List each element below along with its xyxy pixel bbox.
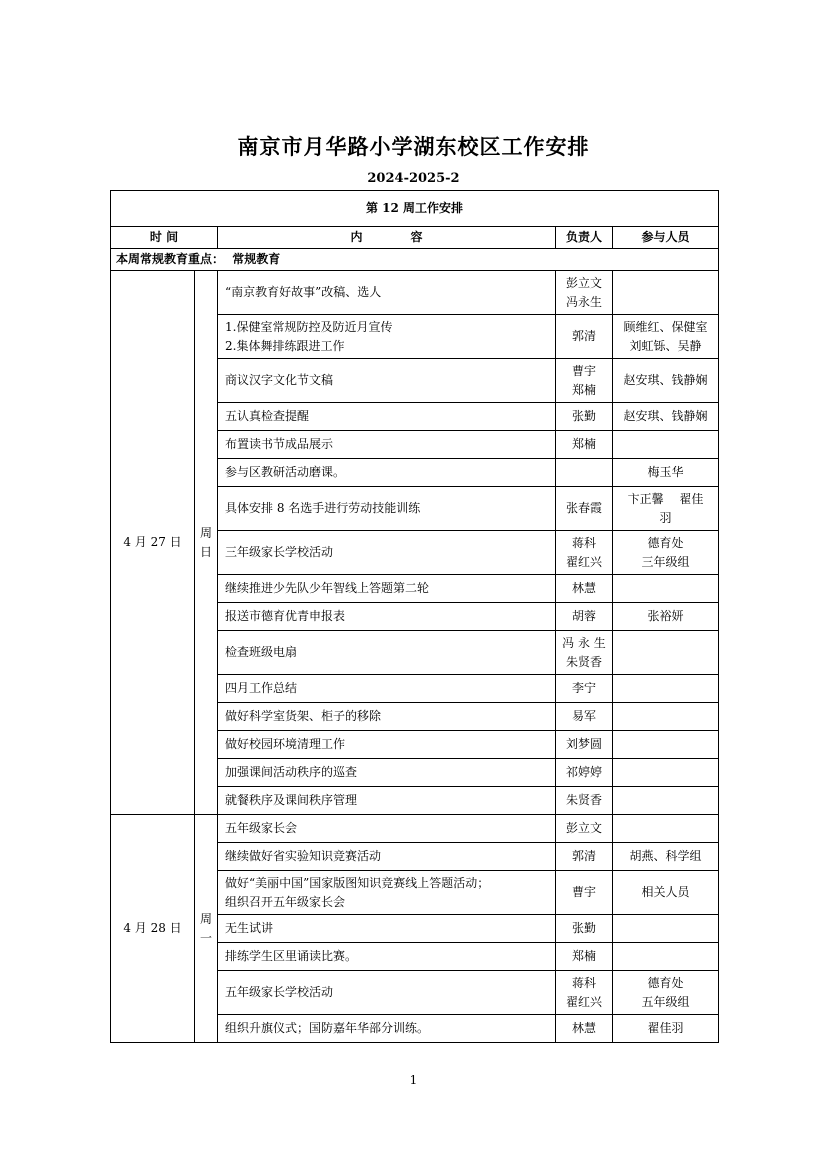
- day-date: 4 月 28 日: [111, 815, 195, 1043]
- cell-line: 做好校园环境清理工作: [225, 737, 346, 751]
- cell-line: 曹宇: [571, 885, 596, 899]
- cell-line: 周: [199, 911, 212, 926]
- cell-line: 翟佳羽: [647, 1021, 684, 1035]
- cell-line: 张春霞: [565, 501, 602, 515]
- task-owner: [556, 359, 613, 403]
- cell-line: 蒋科: [571, 535, 596, 550]
- task-content: [218, 631, 556, 675]
- cell-line: 做好“美丽中国”国家版图知识竞赛线上答题活动；: [225, 875, 490, 890]
- task-content: [218, 315, 556, 359]
- page-title: 南京市月华路小学湖东校区工作安排: [237, 134, 590, 159]
- task-owner: [556, 1015, 613, 1043]
- task-participants: [613, 1015, 719, 1043]
- task-participants: [613, 787, 719, 815]
- header-owner: 负责人: [556, 227, 613, 249]
- cell-line: 郑楠: [571, 437, 596, 451]
- task-owner: [556, 271, 613, 315]
- cell-line: 一: [199, 930, 212, 945]
- task-content: [218, 843, 556, 871]
- task-participants: [613, 531, 719, 575]
- task-content: [218, 603, 556, 631]
- page-number: 1: [409, 1073, 418, 1087]
- task-participants: [613, 915, 719, 943]
- cell-line: 郑楠: [571, 382, 596, 397]
- task-participants: [613, 603, 719, 631]
- cell-line: 翟红兴: [565, 994, 602, 1009]
- cell-line: 日: [199, 544, 212, 559]
- task-participants: [613, 487, 719, 531]
- task-owner: [556, 531, 613, 575]
- cell-line: 郑楠: [571, 949, 596, 963]
- task-participants: [613, 759, 719, 787]
- task-participants: [613, 403, 719, 431]
- cell-line: 梅玉华: [647, 465, 684, 479]
- cell-line: 检查班级电扇: [225, 645, 298, 659]
- cell-line: 相关人员: [641, 885, 690, 899]
- task-content: [218, 487, 556, 531]
- focus-label: 本周常规教育重点：: [116, 252, 225, 266]
- cell-line: 郭清: [571, 329, 596, 343]
- cell-line: 加强课间活动秩序的巡查: [225, 765, 358, 779]
- cell-line: 三年级组: [641, 554, 690, 569]
- task-owner: [556, 759, 613, 787]
- task-content: [218, 871, 556, 915]
- task-content: [218, 787, 556, 815]
- day-weekday: [195, 271, 218, 815]
- task-participants: [613, 703, 719, 731]
- cell-line: 李宁: [571, 681, 596, 695]
- focus-value: 常规教育: [232, 252, 281, 266]
- task-participants: [613, 943, 719, 971]
- cell-line: 林慧: [571, 1021, 596, 1035]
- task-content: [218, 675, 556, 703]
- task-owner: [556, 459, 613, 487]
- cell-line: 报送市德育优青申报表: [225, 609, 346, 623]
- cell-line: 曹宇: [571, 363, 596, 378]
- task-participants: [613, 731, 719, 759]
- task-content: [218, 403, 556, 431]
- cell-line: 三年级家长学校活动: [225, 545, 334, 559]
- task-content: [218, 731, 556, 759]
- cell-line: 翟红兴: [565, 554, 602, 569]
- cell-line: 商议汉字文化节文稿: [225, 373, 334, 387]
- schedule-table: [110, 190, 719, 1043]
- header-content: 内 容: [218, 227, 556, 249]
- cell-line: 五年级家长会: [225, 821, 298, 835]
- cell-line: 羽: [659, 510, 672, 525]
- cell-line: 卞正馨 翟佳: [627, 491, 704, 506]
- task-owner: [556, 403, 613, 431]
- focus-row: [111, 249, 719, 271]
- cell-line: 排练学生区里诵读比赛。: [225, 949, 358, 963]
- day-date: 4 月 27 日: [111, 271, 195, 815]
- task-participants: [613, 271, 719, 315]
- day-weekday: [195, 815, 218, 1043]
- task-owner: [556, 675, 613, 703]
- task-content: [218, 575, 556, 603]
- task-content: [218, 815, 556, 843]
- cell-line: 继续推进少先队少年智线上答题第二轮: [225, 581, 430, 595]
- cell-line: 彭立文: [565, 821, 602, 835]
- header-participants: 参与人员: [613, 227, 719, 249]
- cell-line: 祁婷婷: [565, 765, 602, 779]
- cell-line: 顾维红、保健室: [623, 319, 708, 334]
- cell-line: 胡蓉: [571, 609, 596, 623]
- task-owner: [556, 915, 613, 943]
- cell-line: 张裕妍: [647, 609, 684, 623]
- cell-line: 蒋科: [571, 975, 596, 990]
- task-participants: [613, 575, 719, 603]
- task-content: [218, 271, 556, 315]
- cell-line: 张勤: [571, 921, 596, 935]
- cell-line: 做好科学室货架、柜子的移除: [225, 709, 382, 723]
- cell-line: 无生试讲: [225, 921, 274, 935]
- cell-line: 参与区教研活动磨课。: [225, 465, 346, 479]
- cell-line: 就餐秩序及课间秩序管理: [225, 793, 358, 807]
- focus-cell: [111, 249, 719, 271]
- task-owner: [556, 731, 613, 759]
- school-year: 2024-2025-2: [367, 171, 460, 186]
- task-owner: [556, 843, 613, 871]
- task-participants: [613, 631, 719, 675]
- task-owner: [556, 603, 613, 631]
- cell-line: 德育处: [647, 535, 684, 550]
- task-content: [218, 359, 556, 403]
- header-row: [111, 227, 719, 249]
- task-owner: [556, 787, 613, 815]
- task-participants: [613, 675, 719, 703]
- cell-line: 胡燕、科学组: [629, 849, 702, 863]
- cell-line: 刘虹铄、吴静: [629, 338, 702, 353]
- task-owner: [556, 631, 613, 675]
- task-content: [218, 1015, 556, 1043]
- task-owner: [556, 315, 613, 359]
- task-participants: [613, 431, 719, 459]
- task-owner: [556, 971, 613, 1015]
- task-participants: [613, 871, 719, 915]
- cell-line: “南京教育好故事”改稿、选人: [225, 285, 382, 299]
- task-owner: [556, 703, 613, 731]
- task-participants: [613, 359, 719, 403]
- task-content: [218, 943, 556, 971]
- task-participants: [613, 315, 719, 359]
- cell-line: 五年级组: [641, 994, 690, 1009]
- task-owner: [556, 871, 613, 915]
- cell-line: 周: [199, 525, 212, 540]
- task-content: [218, 703, 556, 731]
- cell-line: 1.保健室常规防控及防近月宣传: [225, 319, 393, 334]
- task-participants: [613, 843, 719, 871]
- cell-line: 赵安琪、钱静娴: [623, 409, 708, 423]
- table-row: [111, 815, 719, 843]
- cell-line: 张勤: [571, 409, 596, 423]
- task-participants: [613, 971, 719, 1015]
- task-content: [218, 971, 556, 1015]
- cell-line: 林慧: [571, 581, 596, 595]
- task-owner: [556, 431, 613, 459]
- task-content: [218, 459, 556, 487]
- task-owner: [556, 943, 613, 971]
- task-content: [218, 431, 556, 459]
- cell-line: 组织召开五年级家长会: [225, 894, 346, 909]
- cell-line: 德育处: [647, 975, 684, 990]
- week-title-row: [111, 191, 719, 227]
- cell-line: 彭立文: [565, 275, 602, 290]
- cell-line: 四月工作总结: [225, 681, 298, 695]
- table-row: [111, 271, 719, 315]
- cell-line: 刘梦圆: [565, 737, 602, 751]
- task-participants: [613, 815, 719, 843]
- week-title: 第 12 周工作安排: [111, 191, 719, 227]
- task-content: [218, 531, 556, 575]
- task-participants: [613, 459, 719, 487]
- cell-line: 2.集体舞排练跟进工作: [225, 338, 345, 353]
- cell-line: 朱贤香: [565, 793, 602, 807]
- task-owner: [556, 575, 613, 603]
- cell-line: 冯 永 生: [562, 635, 606, 650]
- cell-line: 五年级家长学校活动: [225, 985, 334, 999]
- cell-line: 具体安排 8 名选手进行劳动技能训练: [225, 501, 421, 515]
- cell-line: 郭清: [571, 849, 596, 863]
- task-owner: [556, 815, 613, 843]
- header-time: 时 间: [111, 227, 218, 249]
- task-content: [218, 915, 556, 943]
- cell-line: 组织升旗仪式；国防嘉年华部分训练。: [225, 1021, 430, 1035]
- cell-line: 继续做好省实验知识竞赛活动: [225, 849, 382, 863]
- task-content: [218, 759, 556, 787]
- cell-line: 易军: [571, 709, 596, 723]
- cell-line: 布置读书节成品展示: [225, 437, 334, 451]
- cell-line: 五认真检查提醒: [225, 409, 310, 423]
- cell-line: 冯永生: [565, 294, 602, 309]
- task-owner: [556, 487, 613, 531]
- cell-line: 朱贤香: [565, 654, 602, 669]
- cell-line: 赵安琪、钱静娴: [623, 373, 708, 387]
